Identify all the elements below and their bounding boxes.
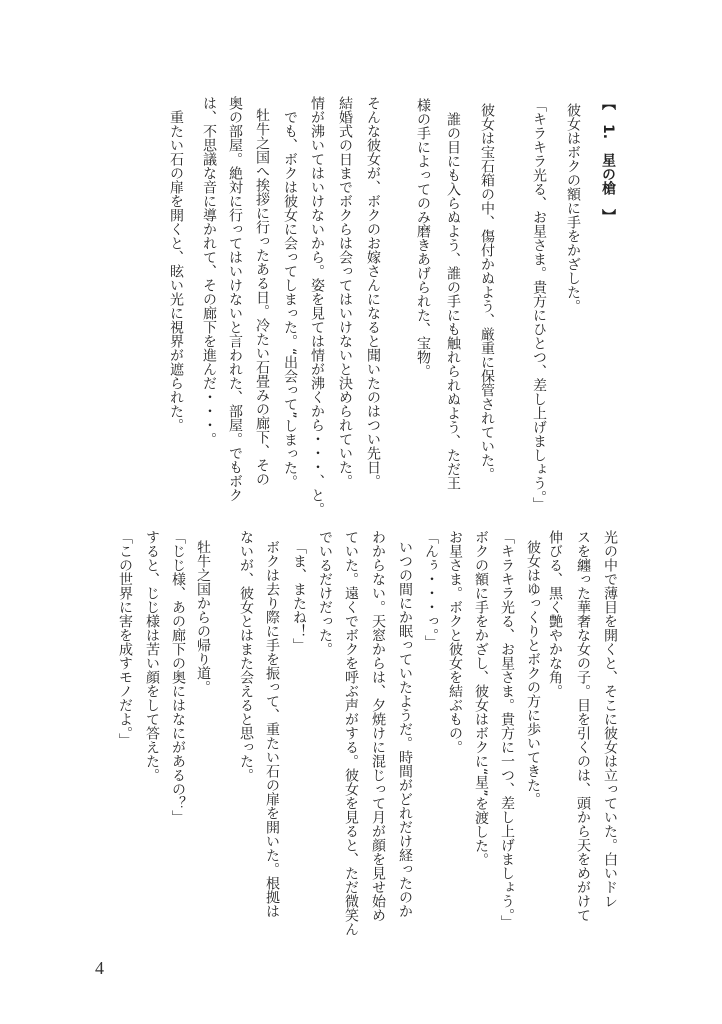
bottom-section-line: でいるだけだった。 [317,530,333,656]
top-section-line: 牡牛之国へ挨拶に行ったある日。冷たい石畳みの廊下、その [254,108,270,486]
bottom-section-line: 「この世界に害を成すモノだよ。」 [117,530,133,747]
page-number: 4 [95,958,104,978]
bottom-section-line: 「キラキラ光る、お星さま。貴方に一つ、差し上げましょう。」 [499,530,515,929]
top-section-line: 情が沸いてはいけないから。姿を見ては情が沸くから・・・、と。 [309,96,325,516]
top-section-line: 結婚式の日までボクらは会ってはいけないと決められていた。 [337,96,353,488]
top-section-line: 「キラキラ光る、お星さま。貴方にひとつ、差し上げましょう。」 [531,98,547,511]
bottom-section-line: 彼女はゆっくりとボクの方に歩いてきた。 [525,540,541,806]
top-section-line: 彼女は宝石箱の中、傷付かぬよう、厳重に保管されていた。 [479,103,495,481]
bottom-section-line: わからない。天窓からは、夕焼けに混じって月が顔を見せ始め [370,530,386,922]
bottom-section-line: いつの間にか眠っていたようだ。時間がどれだけ経ったのか [397,540,413,918]
bottom-section-line: 光の中で薄目を開くと、そこに彼女は立っていた。白いドレ [602,530,618,908]
top-section-line: 重たい石の扉を開くと、眩い光に視界が遮られた。 [168,110,184,432]
top-section-line: 奥の部屋。絶対に行ってはいけないと言われた、部屋。でもボク [227,96,243,502]
top-section-line: でも、ボクは彼女に会ってしまった。“出会って”しまった。 [282,110,298,489]
top-section-line: 誰の目にも入らぬよう、誰の手にも触れられぬよう、ただ王 [445,112,461,490]
bottom-section-line: 伸びる、黒く艶やかな角。 [547,530,563,698]
top-section-line: 様の手によってのみ磨きあげられた、宝物。 [415,98,431,378]
bottom-section-line: ボクの額に手をかざし、彼女はボクに“星”を渡した。 [473,530,489,867]
bottom-section-line: ないが、彼女とはまた会えると思った。 [238,530,254,782]
top-section-line: は、不思議な音に導かれて、その廊下を進んだ・・・。 [201,96,217,446]
bottom-section-line: ボクは去り際に手を振って、重たい石の扉を開いた。根拠は [264,540,280,918]
bottom-section-line: ていた。遠くでボクを呼ぶ声がする。彼女を見ると、ただ微笑ん [343,530,359,936]
top-section-line: そんな彼女が、ボクのお嫁さんになると聞いたのはつい先日。 [365,96,381,488]
bottom-section-line: すると、じじ様は苦い顔をして答えた。 [144,530,160,782]
bottom-section-line: 「んぅ・・・っ。」 [423,530,439,649]
top-section-line: 彼女はボクの額に手をかざした。 [565,103,581,313]
bottom-section-line: スを纏った華奢な女の子。目を引くのは、頭から天をめがけて [575,530,591,922]
bottom-section-line: 牡牛之国からの帰り道。 [195,540,211,694]
bottom-section-line: 「じじ様、あの廊下の奥にはなにがあるの？」 [170,530,186,824]
bottom-section-line: 「ま、またね！」 [291,540,307,652]
bottom-section-line: お星さま。ボクと彼女を結ぶもの。 [447,530,463,754]
chapter-heading: 【 1. 星の槍 】 [600,96,616,224]
